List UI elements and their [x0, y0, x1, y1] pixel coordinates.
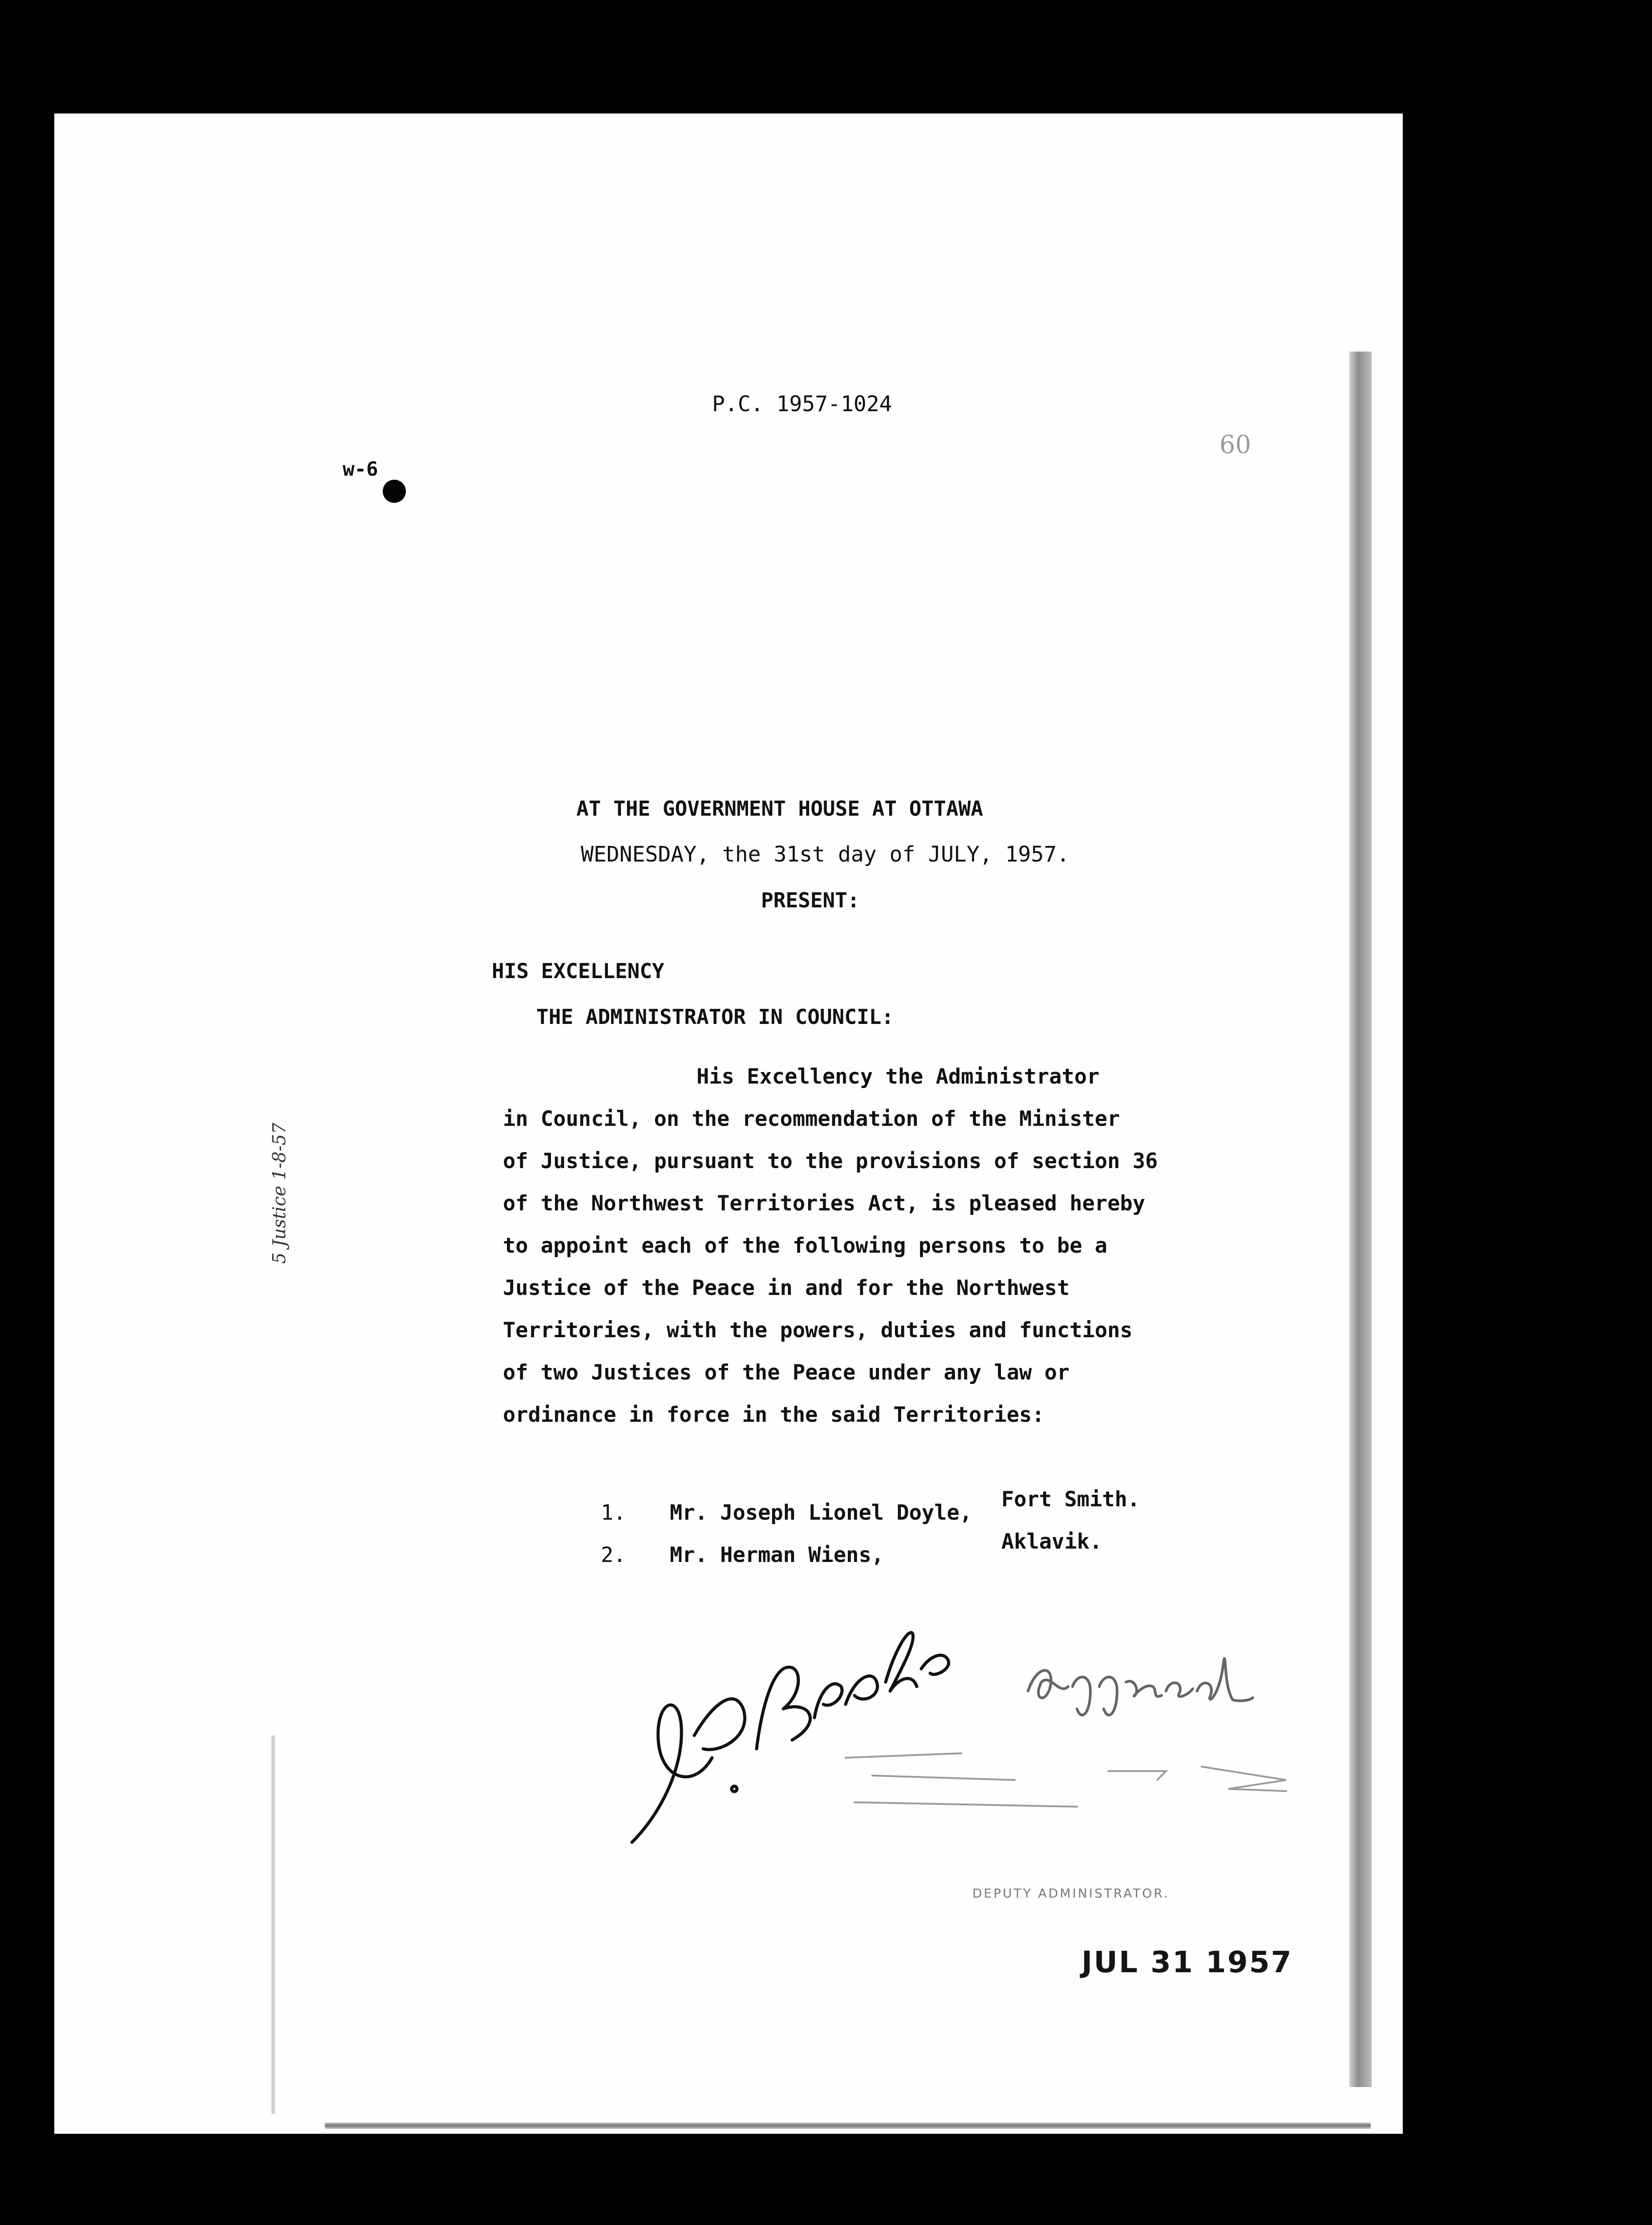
body-line: of the Northwest Territories Act, is pleased hereby: [503, 1191, 1146, 1216]
date-line: WEDNESDAY, the 31st day of JULY, 1957.: [581, 842, 1070, 867]
appointee-place: Aklavik.: [1001, 1529, 1102, 1554]
body-line: Territories, with the powers, duties and functions: [503, 1318, 1133, 1343]
file-mark: w-6: [343, 458, 378, 481]
approval-handwriting-image: [1024, 1646, 1255, 1727]
appointee-place: Fort Smith.: [1001, 1487, 1140, 1512]
body-line: of two Justices of the Peace under any law or: [503, 1360, 1070, 1385]
page-edge-shadow-bottom: [325, 2123, 1371, 2129]
venue-heading: AT THE GOVERNMENT HOUSE AT OTTAWA: [576, 797, 983, 821]
body-line: of Justice, pursuant to the provisions of section 36: [503, 1149, 1158, 1173]
faint-pen-marks: [846, 1749, 1291, 1820]
present-heading: PRESENT:: [761, 888, 860, 912]
appointee-number: 1.: [601, 1501, 626, 1525]
page-edge-shadow-right: [1349, 352, 1372, 2087]
page-number: 60: [1219, 430, 1251, 459]
punch-hole-icon: [383, 480, 406, 503]
salutation-line-2: THE ADMINISTRATOR IN COUNCIL:: [536, 1005, 894, 1029]
page-edge-shadow-left: [271, 1736, 275, 2114]
date-stamp: JUL 31 1957: [1081, 1945, 1293, 1979]
body-line: to appoint each of the following persons to be a: [503, 1234, 1108, 1258]
salutation-line-1: HIS EXCELLENCY: [492, 959, 664, 983]
margin-note: 5 Justice 1-8-57: [269, 1123, 290, 1264]
body-line: His Excellency the Administrator: [696, 1064, 1100, 1089]
appointee-number: 2.: [601, 1543, 626, 1567]
order-number: P.C. 1957-1024: [712, 392, 892, 417]
body-line: in Council, on the recommendation of the Minister: [503, 1107, 1120, 1131]
appointee-name: Mr. Joseph Lionel Doyle,: [670, 1501, 972, 1525]
body-line: ordinance in force in the said Territories:: [503, 1403, 1045, 1427]
body-line: Justice of the Peace in and for the Northwest: [503, 1276, 1070, 1300]
appointee-name: Mr. Herman Wiens,: [670, 1543, 884, 1567]
deputy-administrator-label: DEPUTY ADMINISTRATOR.: [972, 1886, 1170, 1901]
